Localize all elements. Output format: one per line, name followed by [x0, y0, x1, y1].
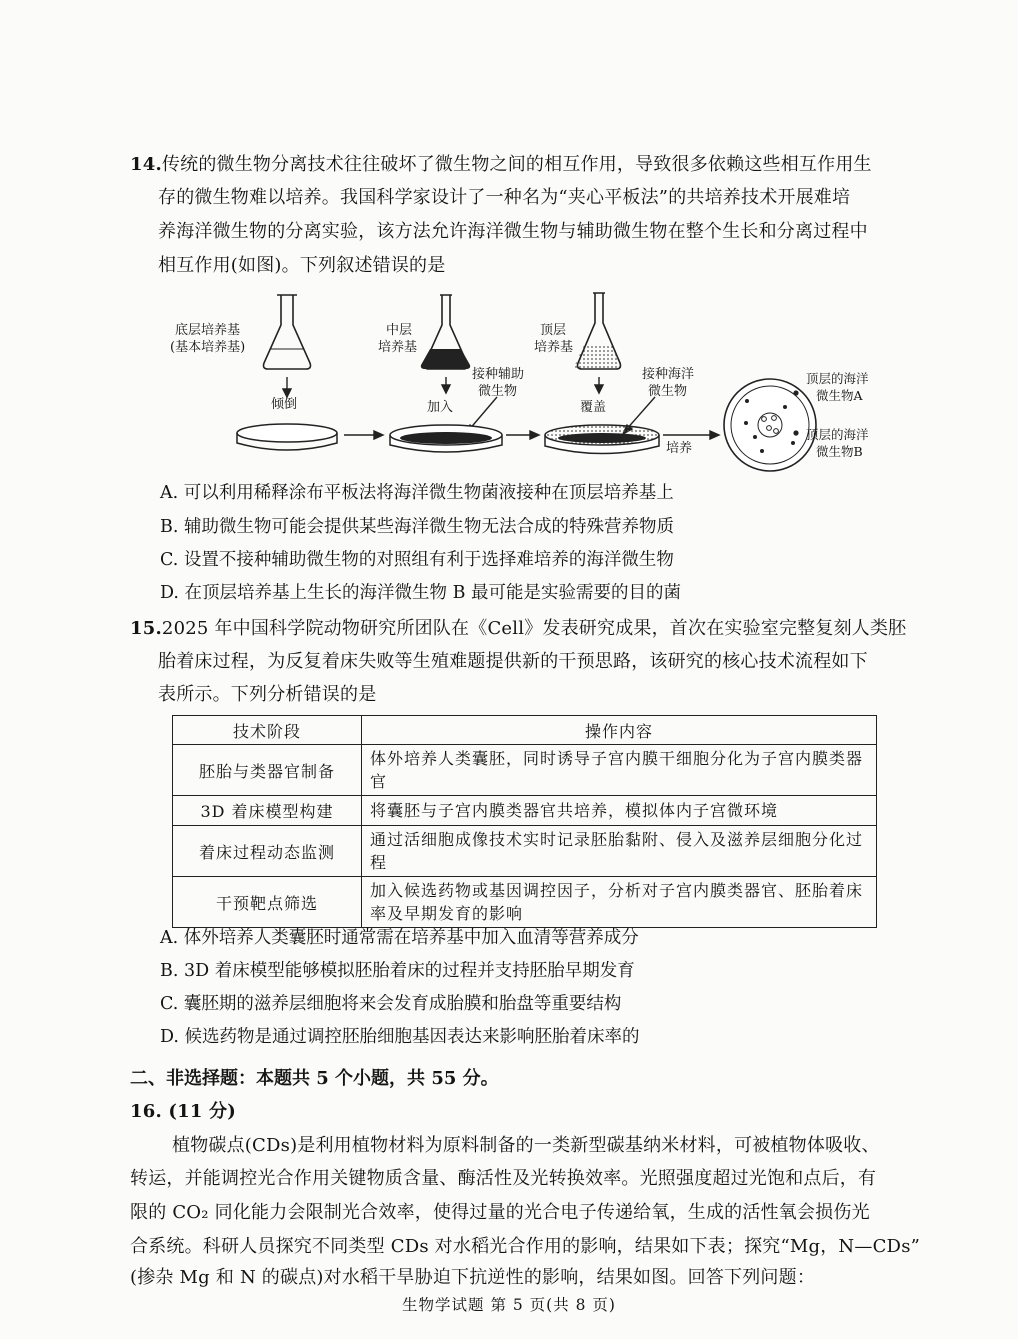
q15-option-b: B. 3D 着床模型能够模拟胚胎着床的过程并支持胚胎早期发育: [160, 961, 635, 981]
flask-bottom-medium: [264, 295, 311, 369]
q16-line-4: 合系统。科研人员探究不同类型 CDs 对水稻光合作用的影响，结果如下表；探究“Mg，N—CDs”: [130, 1236, 921, 1257]
table-row: [173, 745, 877, 796]
page-footer: 生物学试题 第 5 页(共 8 页): [402, 1296, 616, 1314]
petri-dish-3: [545, 425, 659, 454]
q14-option-b: B. 辅助微生物可能会提供某些海洋微生物无法合成的特殊营养物质: [160, 517, 674, 537]
q15-line-2: 胎着床过程，为反复着床失败等生殖难题提供新的干预思路，该研究的核心技术流程如下: [158, 651, 868, 672]
q14-number: 14.: [130, 154, 162, 175]
step-culture: 培养: [666, 441, 693, 456]
step-add: 加入: [427, 400, 454, 415]
table-header-row: [173, 716, 877, 745]
q14-line-4: 相互作用(如图)。下列叙述错误的是: [158, 255, 446, 276]
q16-line-2: 转运，并能调控光合作用关键物质含量、酶活性及光转换效率。光照强度超过光饱和点后，有: [130, 1168, 877, 1189]
header-stage: 技术阶段: [173, 716, 362, 745]
inoc-marine-2: 微生物: [648, 384, 688, 399]
stage-cell: 3D 着床模型构建: [173, 796, 362, 826]
inoc-helper-1: 接种辅助: [472, 367, 525, 382]
content-cell: 加入候选药物或基因调控因子，分析对子宫内膜类器官、胚胎着床率及早期发育的影响: [362, 877, 877, 928]
flask3-label-1: 顶层: [540, 323, 567, 338]
co-culture-diagram: [150, 285, 910, 480]
petri-dish-1: [237, 424, 337, 450]
petri-dish-2: [390, 425, 502, 452]
microbe-a-label-1: 顶层的海洋: [806, 371, 869, 386]
step-pour: 倾倒: [271, 397, 298, 412]
content-cell: 体外培养人类囊胚，同时诱导子宫内膜干细胞分化为子宫内膜类器官: [362, 745, 877, 796]
table-row: [173, 796, 877, 826]
flask3-label-2: 培养基: [534, 340, 574, 355]
q15-number: 15.: [130, 618, 162, 639]
q14-option-c: C. 设置不接种辅助微生物的对照组有利于选择难培养的海洋微生物: [160, 550, 674, 570]
flask1-label-1: 底层培养基: [175, 323, 241, 338]
content-cell: 通过活细胞成像技术实时记录胚胎黏附、侵入及滋养层细胞分化过程: [362, 826, 877, 877]
q16-header: 16. (11 分): [130, 1101, 236, 1122]
inoc-marine-1: 接种海洋: [642, 367, 695, 382]
q15-option-d: D. 候选药物是通过调控胚胎细胞基因表达来影响胚胎着床率的: [160, 1027, 640, 1047]
microbe-a-label-2: 微生物A: [816, 388, 863, 403]
content-cell: 将囊胚与子宫内膜类器官共培养，模拟体内子宫微环境: [362, 796, 877, 826]
q15-line-3: 表所示。下列分析错误的是: [158, 684, 377, 705]
q16-line-1: 植物碳点(CDs)是利用植物材料为原料制备的一类新型碳基纳米材料，可被植物体吸收、: [172, 1135, 880, 1156]
q15-option-c: C. 囊胚期的滋养层细胞将来会发育成胎膜和胎盘等重要结构: [160, 994, 622, 1014]
stage-cell: 着床过程动态监测: [173, 826, 362, 877]
process-table: [172, 715, 877, 928]
stage-cell: 干预靶点筛选: [173, 877, 362, 928]
header-content: 操作内容: [362, 716, 877, 745]
section-heading: 二、非选择题：本题共 5 个小题，共 55 分。: [130, 1068, 499, 1089]
flask2-label-2: 培养基: [378, 340, 418, 355]
microbe-b-label-2: 微生物B: [816, 444, 863, 459]
table-row: [173, 826, 877, 877]
q15-option-a: A. 体外培养人类囊胚时通常需在培养基中加入血清等营养成分: [160, 928, 639, 948]
table-row: [173, 877, 877, 928]
stage-cell: 胚胎与类器官制备: [173, 745, 362, 796]
q14-text-1: 传统的微生物分离技术往往破坏了微生物之间的相互作用，导致很多依赖这些相互作用生: [161, 154, 872, 175]
step-cover: 覆盖: [580, 400, 607, 415]
q14-option-d: D. 在顶层培养基上生长的海洋微生物 B 最可能是实验需要的目的菌: [160, 583, 682, 603]
result-plate: [724, 379, 816, 471]
flask1-label-2: (基本培养基): [170, 340, 246, 355]
q16-line-3: 限的 CO₂ 同化能力会限制光合效率，使得过量的光合电子传递给氧，生成的活性氧会损伤光: [130, 1202, 870, 1223]
q14-line-3: 养海洋微生物的分离实验，该方法允许海洋微生物与辅助微生物在整个生长和分离过程中: [158, 221, 868, 242]
q14-line-1: [130, 150, 872, 180]
inoc-helper-2: 微生物: [478, 384, 518, 399]
flask-middle-medium: [421, 295, 470, 369]
flask-top-medium: [575, 293, 622, 369]
q14-line-2: 存的微生物难以培养。我国科学家设计了一种名为“夹心平板法”的共培养技术开展难培: [158, 187, 851, 208]
flask2-label-1: 中层: [386, 323, 413, 338]
q15-line-1: [130, 614, 906, 644]
q16-line-5: (掺杂 Mg 和 N 的碳点)对水稻干旱胁迫下抗逆性的影响，结果如图。回答下列问题：: [130, 1267, 816, 1288]
q14-option-a: A. 可以利用稀释涂布平板法将海洋微生物菌液接种在顶层培养基上: [160, 483, 674, 503]
microbe-b-label-1: 顶层的海洋: [806, 427, 869, 442]
q15-text-1: 2025 年中国科学院动物研究所团队在《Cell》发表研究成果，首次在实验室完整复刻人类胚: [161, 618, 907, 639]
